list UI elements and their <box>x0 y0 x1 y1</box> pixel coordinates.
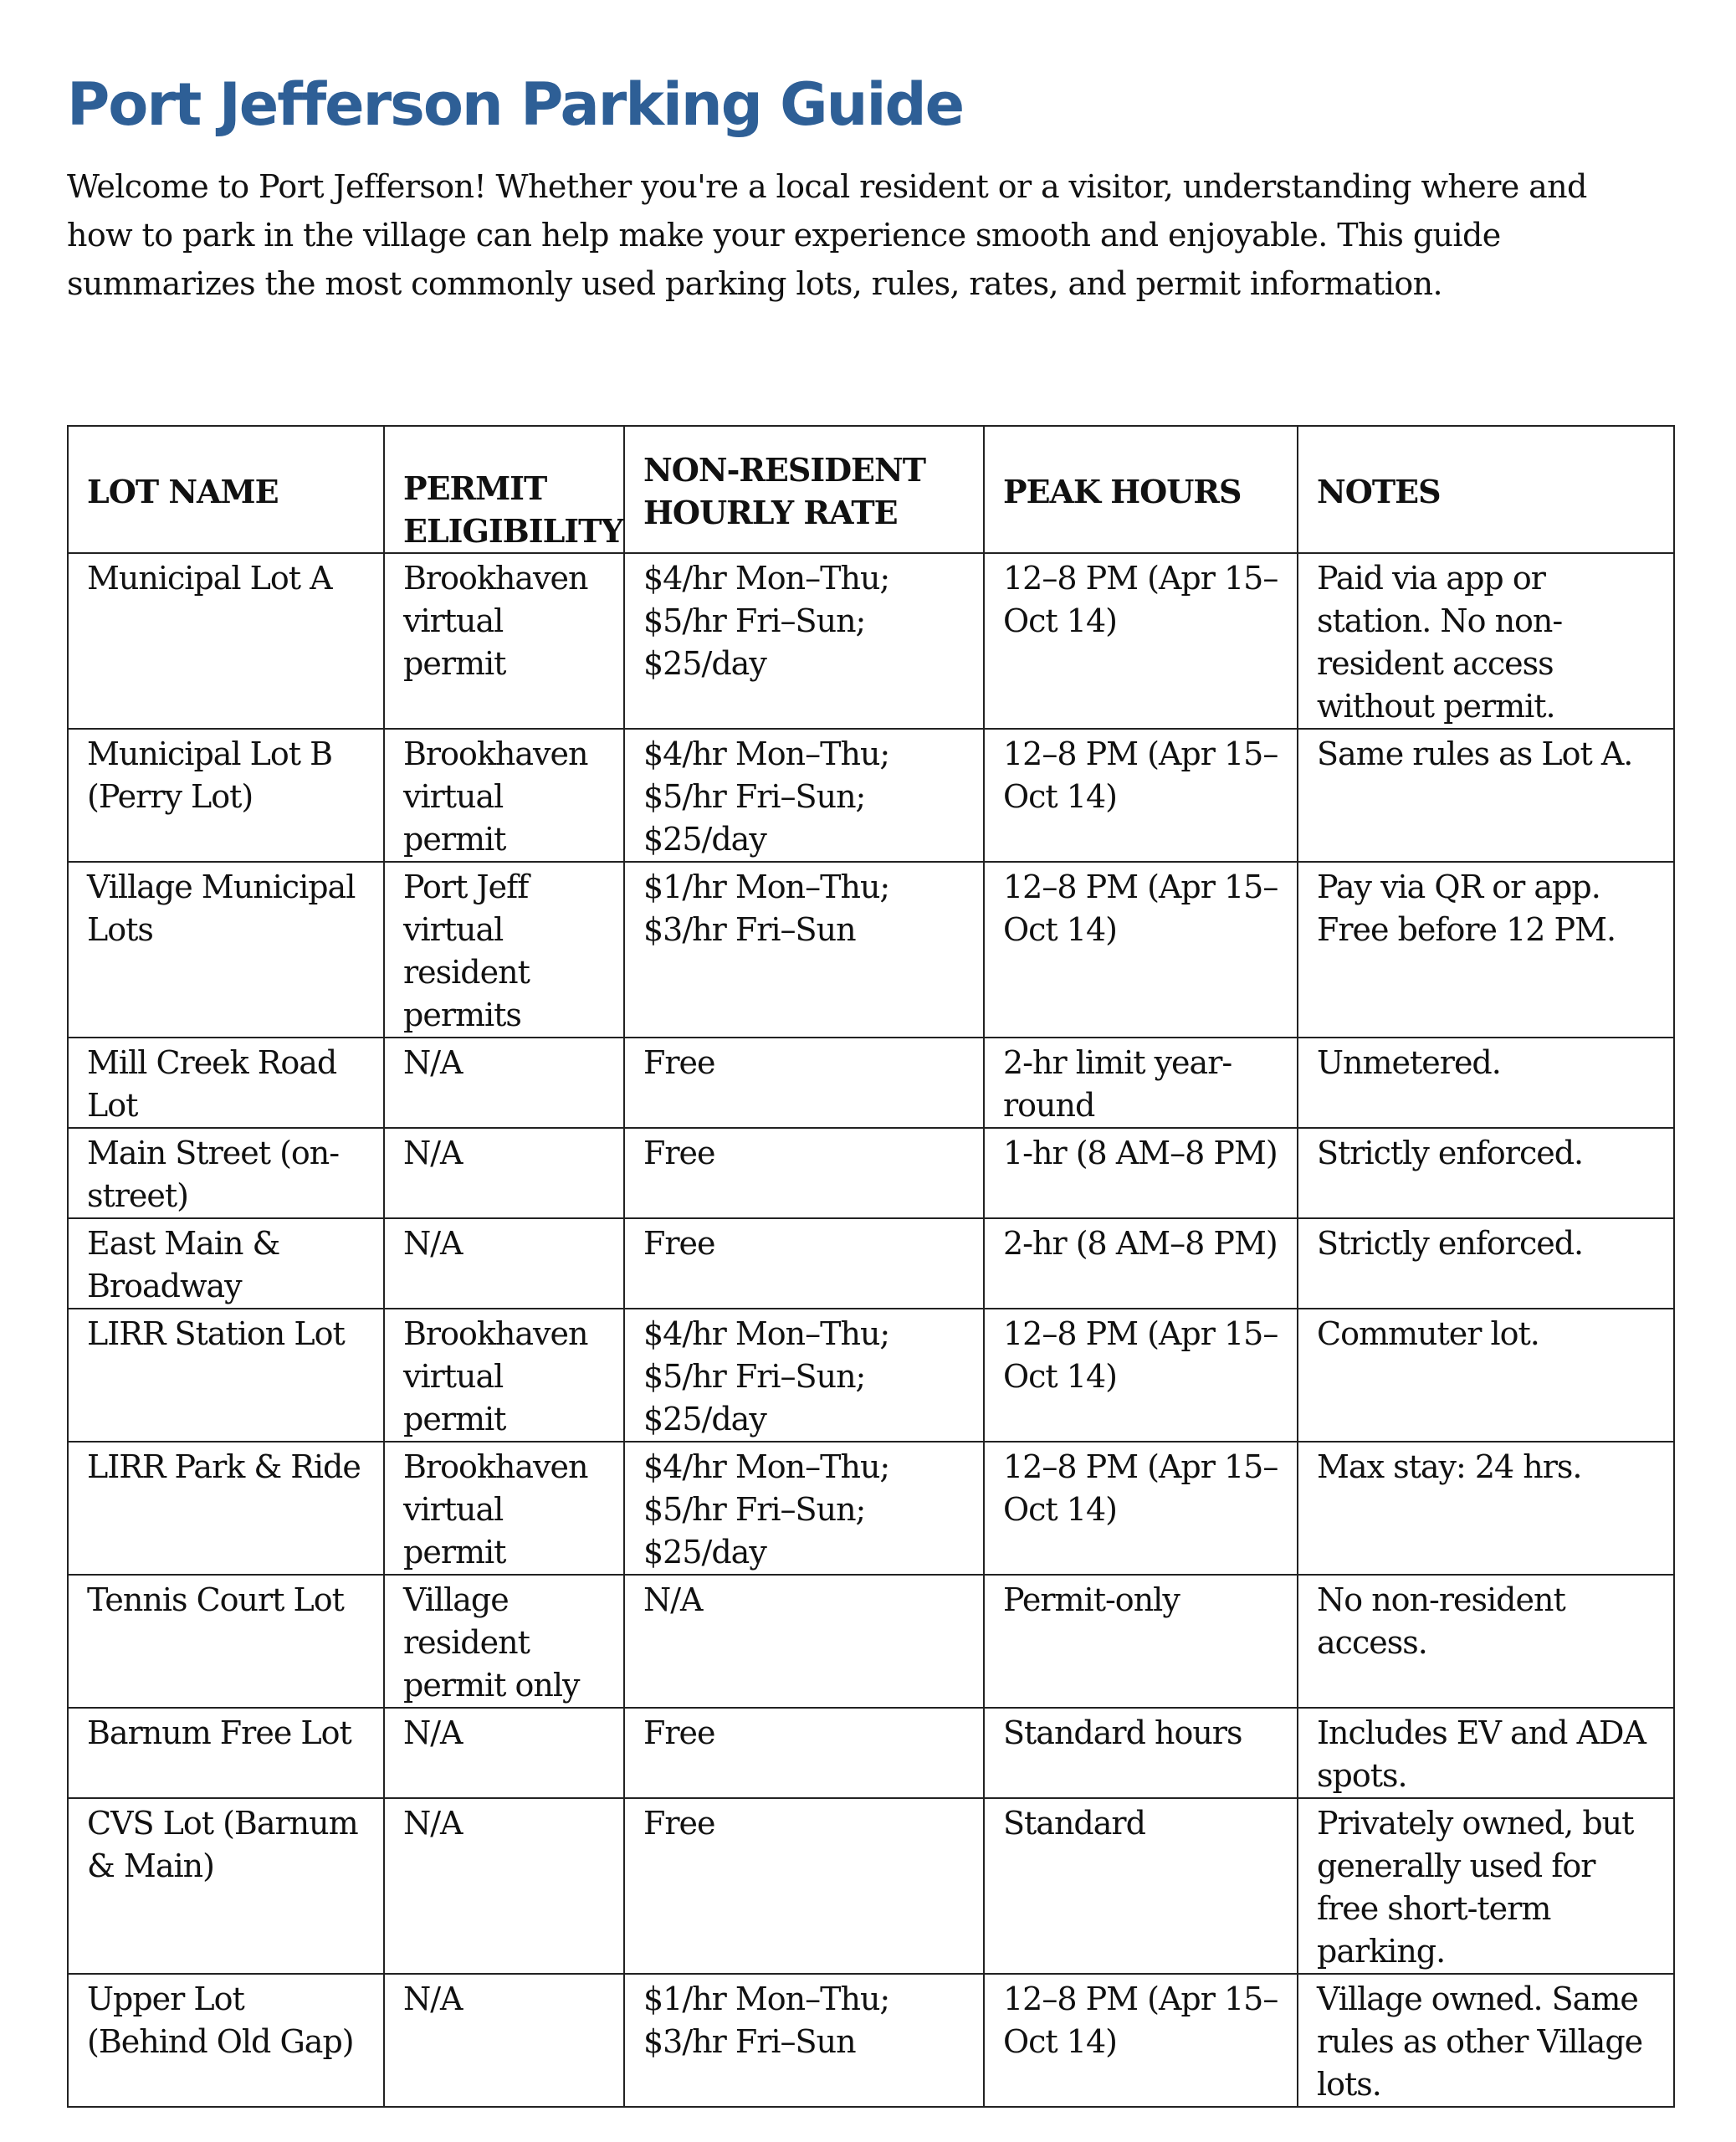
table-row <box>68 1442 1674 1575</box>
cell-permit-eligibility: Brookhaven virtual permit <box>384 1309 624 1442</box>
cell-notes: Strictly enforced. <box>1298 1218 1674 1309</box>
cell-permit-eligibility: N/A <box>384 1218 624 1309</box>
cell-peak-hours: Standard hours <box>984 1708 1298 1798</box>
header-notes: NOTES <box>1298 426 1674 553</box>
cell-lot-name: Mill Creek Road Lot <box>68 1038 384 1128</box>
cell-permit-eligibility: Village resident permit only <box>384 1575 624 1708</box>
cell-lot-name: East Main & Broadway <box>68 1218 384 1309</box>
cell-hourly-rate: Free <box>624 1038 984 1128</box>
cell-peak-hours: 12–8 PM (Apr 15–Oct 14) <box>984 1974 1298 2107</box>
intro-paragraph: Welcome to Port Jefferson! Whether you're a local resident or a visitor, understanding where and how to park in the village can help make your experience smooth and enjoyable. This guide summarizes the most commonly used parking lots, rules, rates, and permit information. <box>67 168 1587 302</box>
cell-permit-eligibility: N/A <box>384 1128 624 1218</box>
cell-permit-eligibility: Port Jeff virtual resident permits <box>384 862 624 1038</box>
table-row <box>68 1798 1674 1974</box>
cell-notes: Privately owned, but generally used for free short-term parking. <box>1298 1798 1674 1974</box>
cell-hourly-rate: Free <box>624 1218 984 1309</box>
header-hourly-rate: NON-RESIDENT HOURLY RATE <box>624 426 984 553</box>
cell-notes: Includes EV and ADA spots. <box>1298 1708 1674 1798</box>
table-row <box>68 1218 1674 1309</box>
cell-hourly-rate: $4/hr Mon–Thu; $5/hr Fri–Sun; $25/day <box>624 1309 984 1442</box>
cell-hourly-rate: $4/hr Mon–Thu; $5/hr Fri–Sun; $25/day <box>624 553 984 729</box>
cell-permit-eligibility: N/A <box>384 1708 624 1798</box>
cell-peak-hours: 2-hr (8 AM–8 PM) <box>984 1218 1298 1309</box>
cell-hourly-rate: $1/hr Mon–Thu; $3/hr Fri–Sun <box>624 862 984 1038</box>
table-row <box>68 1974 1674 2107</box>
cell-lot-name: CVS Lot (Barnum & Main) <box>68 1798 384 1974</box>
cell-lot-name: Municipal Lot B (Perry Lot) <box>68 729 384 862</box>
cell-hourly-rate: Free <box>624 1128 984 1218</box>
cell-lot-name: LIRR Station Lot <box>68 1309 384 1442</box>
cell-lot-name: Village Municipal Lots <box>68 862 384 1038</box>
cell-permit-eligibility: Brookhaven virtual permit <box>384 729 624 862</box>
cell-lot-name: Tennis Court Lot <box>68 1575 384 1708</box>
cell-notes: No non-resident access. <box>1298 1575 1674 1708</box>
cell-hourly-rate: N/A <box>624 1575 984 1708</box>
cell-notes: Strictly enforced. <box>1298 1128 1674 1218</box>
cell-hourly-rate: Free <box>624 1798 984 1974</box>
cell-permit-eligibility: Brookhaven virtual permit <box>384 553 624 729</box>
table-row <box>68 1038 1674 1128</box>
cell-notes: Unmetered. <box>1298 1038 1674 1128</box>
cell-lot-name: LIRR Park & Ride <box>68 1442 384 1575</box>
page-title: Port Jefferson Parking Guide <box>67 70 964 139</box>
document-page <box>67 59 1673 308</box>
cell-lot-name: Main Street (on-street) <box>68 1128 384 1218</box>
cell-lot-name: Barnum Free Lot <box>68 1708 384 1798</box>
cell-hourly-rate: $4/hr Mon–Thu; $5/hr Fri–Sun; $25/day <box>624 729 984 862</box>
cell-permit-eligibility: Brookhaven virtual permit <box>384 1442 624 1575</box>
cell-permit-eligibility: N/A <box>384 1974 624 2107</box>
cell-notes: Commuter lot. <box>1298 1309 1674 1442</box>
cell-notes: Pay via QR or app. Free before 12 PM. <box>1298 862 1674 1038</box>
cell-peak-hours: 1-hr (8 AM–8 PM) <box>984 1128 1298 1218</box>
cell-notes: Max stay: 24 hrs. <box>1298 1442 1674 1575</box>
table-row <box>68 1708 1674 1798</box>
cell-peak-hours: Permit-only <box>984 1575 1298 1708</box>
table-row <box>68 1128 1674 1218</box>
cell-hourly-rate: $1/hr Mon–Thu; $3/hr Fri–Sun <box>624 1974 984 2107</box>
table-row <box>68 1575 1674 1708</box>
cell-peak-hours: 12–8 PM (Apr 15–Oct 14) <box>984 862 1298 1038</box>
cell-hourly-rate: $4/hr Mon–Thu; $5/hr Fri–Sun; $25/day <box>624 1442 984 1575</box>
table-row <box>68 729 1674 862</box>
table-header-row <box>68 426 1674 553</box>
cell-lot-name: Municipal Lot A <box>68 553 384 729</box>
cell-notes: Village owned. Same rules as other Village lots. <box>1298 1974 1674 2107</box>
table-row <box>68 862 1674 1038</box>
cell-lot-name: Upper Lot (Behind Old Gap) <box>68 1974 384 2107</box>
header-peak-hours: PEAK HOURS <box>984 426 1298 553</box>
table-row <box>68 553 1674 729</box>
cell-peak-hours: 12–8 PM (Apr 15–Oct 14) <box>984 729 1298 862</box>
cell-peak-hours: 12–8 PM (Apr 15–Oct 14) <box>984 553 1298 729</box>
cell-permit-eligibility: N/A <box>384 1038 624 1128</box>
cell-peak-hours: Standard <box>984 1798 1298 1974</box>
cell-permit-eligibility: N/A <box>384 1798 624 1974</box>
header-lot-name: LOT NAME <box>68 426 384 553</box>
table-row <box>68 1309 1674 1442</box>
cell-peak-hours: 12–8 PM (Apr 15–Oct 14) <box>984 1442 1298 1575</box>
cell-notes: Paid via app or station. No non-resident access without permit. <box>1298 553 1674 729</box>
cell-peak-hours: 12–8 PM (Apr 15–Oct 14) <box>984 1309 1298 1442</box>
cell-hourly-rate: Free <box>624 1708 984 1798</box>
header-permit-eligibility: PERMIT ELIGIBILITY <box>384 426 624 553</box>
parking-table <box>67 425 1675 2108</box>
cell-notes: Same rules as Lot A. <box>1298 729 1674 862</box>
cell-peak-hours: 2-hr limit year-round <box>984 1038 1298 1128</box>
